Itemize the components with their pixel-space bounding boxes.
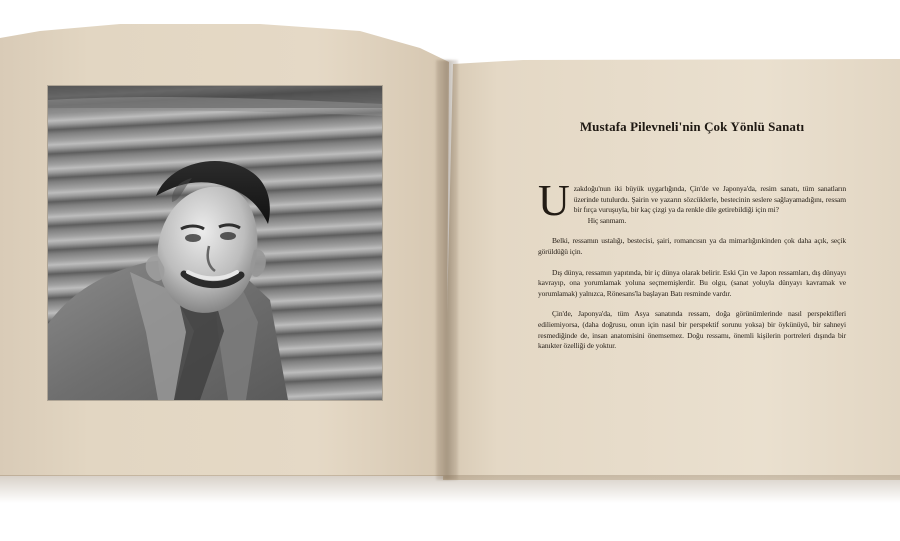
portrait-photo-illustration [48, 86, 382, 400]
article-column [538, 118, 846, 352]
paragraph-spacer [538, 226, 846, 236]
paragraph-1-text: zakdoğu'nun iki büyük uygarlığında, Çin'de ve Japonya'da, resim sanatı, tüm sanatların üzerinde tutulurdu. Şairin ve yazarın sözcüklerle, bestecinin seslere sağlayamadığını, ressam bir fırça vuruşuyla, bir kaç çizgi ya da renkle dile getirebildiği için mi? [573, 184, 846, 215]
paragraph-spacer [538, 299, 846, 309]
article-body [538, 176, 846, 352]
article-title: Mustafa Pilevneli'nin Çok Yönlü Sanatı [579, 119, 805, 134]
article-paragraph-4: Dış dünya, ressamın yapıtında, bir iç dünya olarak belirir. Eski Çin ve Japon ressamları, dış dünyayı kavrayıp, ona yorumlamak yoluna seçmemişlerdir. Bu olgu, (sanat yoluyla dünyayı kavramak ve yorumlamak) yalnızca, Rönesans'la başlayan Batı resminde vardır. [538, 267, 846, 298]
book-gutter [436, 60, 458, 480]
portrait-photo [48, 86, 382, 400]
book-shadow [0, 475, 900, 503]
drop-cap: U [538, 176, 570, 225]
article-paragraph-5: Çin'de, Japonya'da, tüm Asya sanatında ressam, doğa görünümlerinde nasıl perspektifleri ediliemiyorsa, (daha doğrusu, onun için nasıl bir perspektif sorunu yoksa) bir öykünüyü, bir sahneyi resmediğinde de, insan anatomisini önemsemez. Doğu ressamı, önemli kişilerin portreleri dışında bir kanıkter özelliği de yoktur. [538, 309, 846, 351]
article-paragraph-3: Belki, ressamın ustalığı, bestecisi, şairi, romancısın ya da mimarlığınkinden çok daha açık, seçik görüldüğü için. [538, 236, 846, 256]
article-paragraph-2: Hiç sanmam. [587, 215, 627, 225]
paragraph-spacer [538, 258, 846, 268]
